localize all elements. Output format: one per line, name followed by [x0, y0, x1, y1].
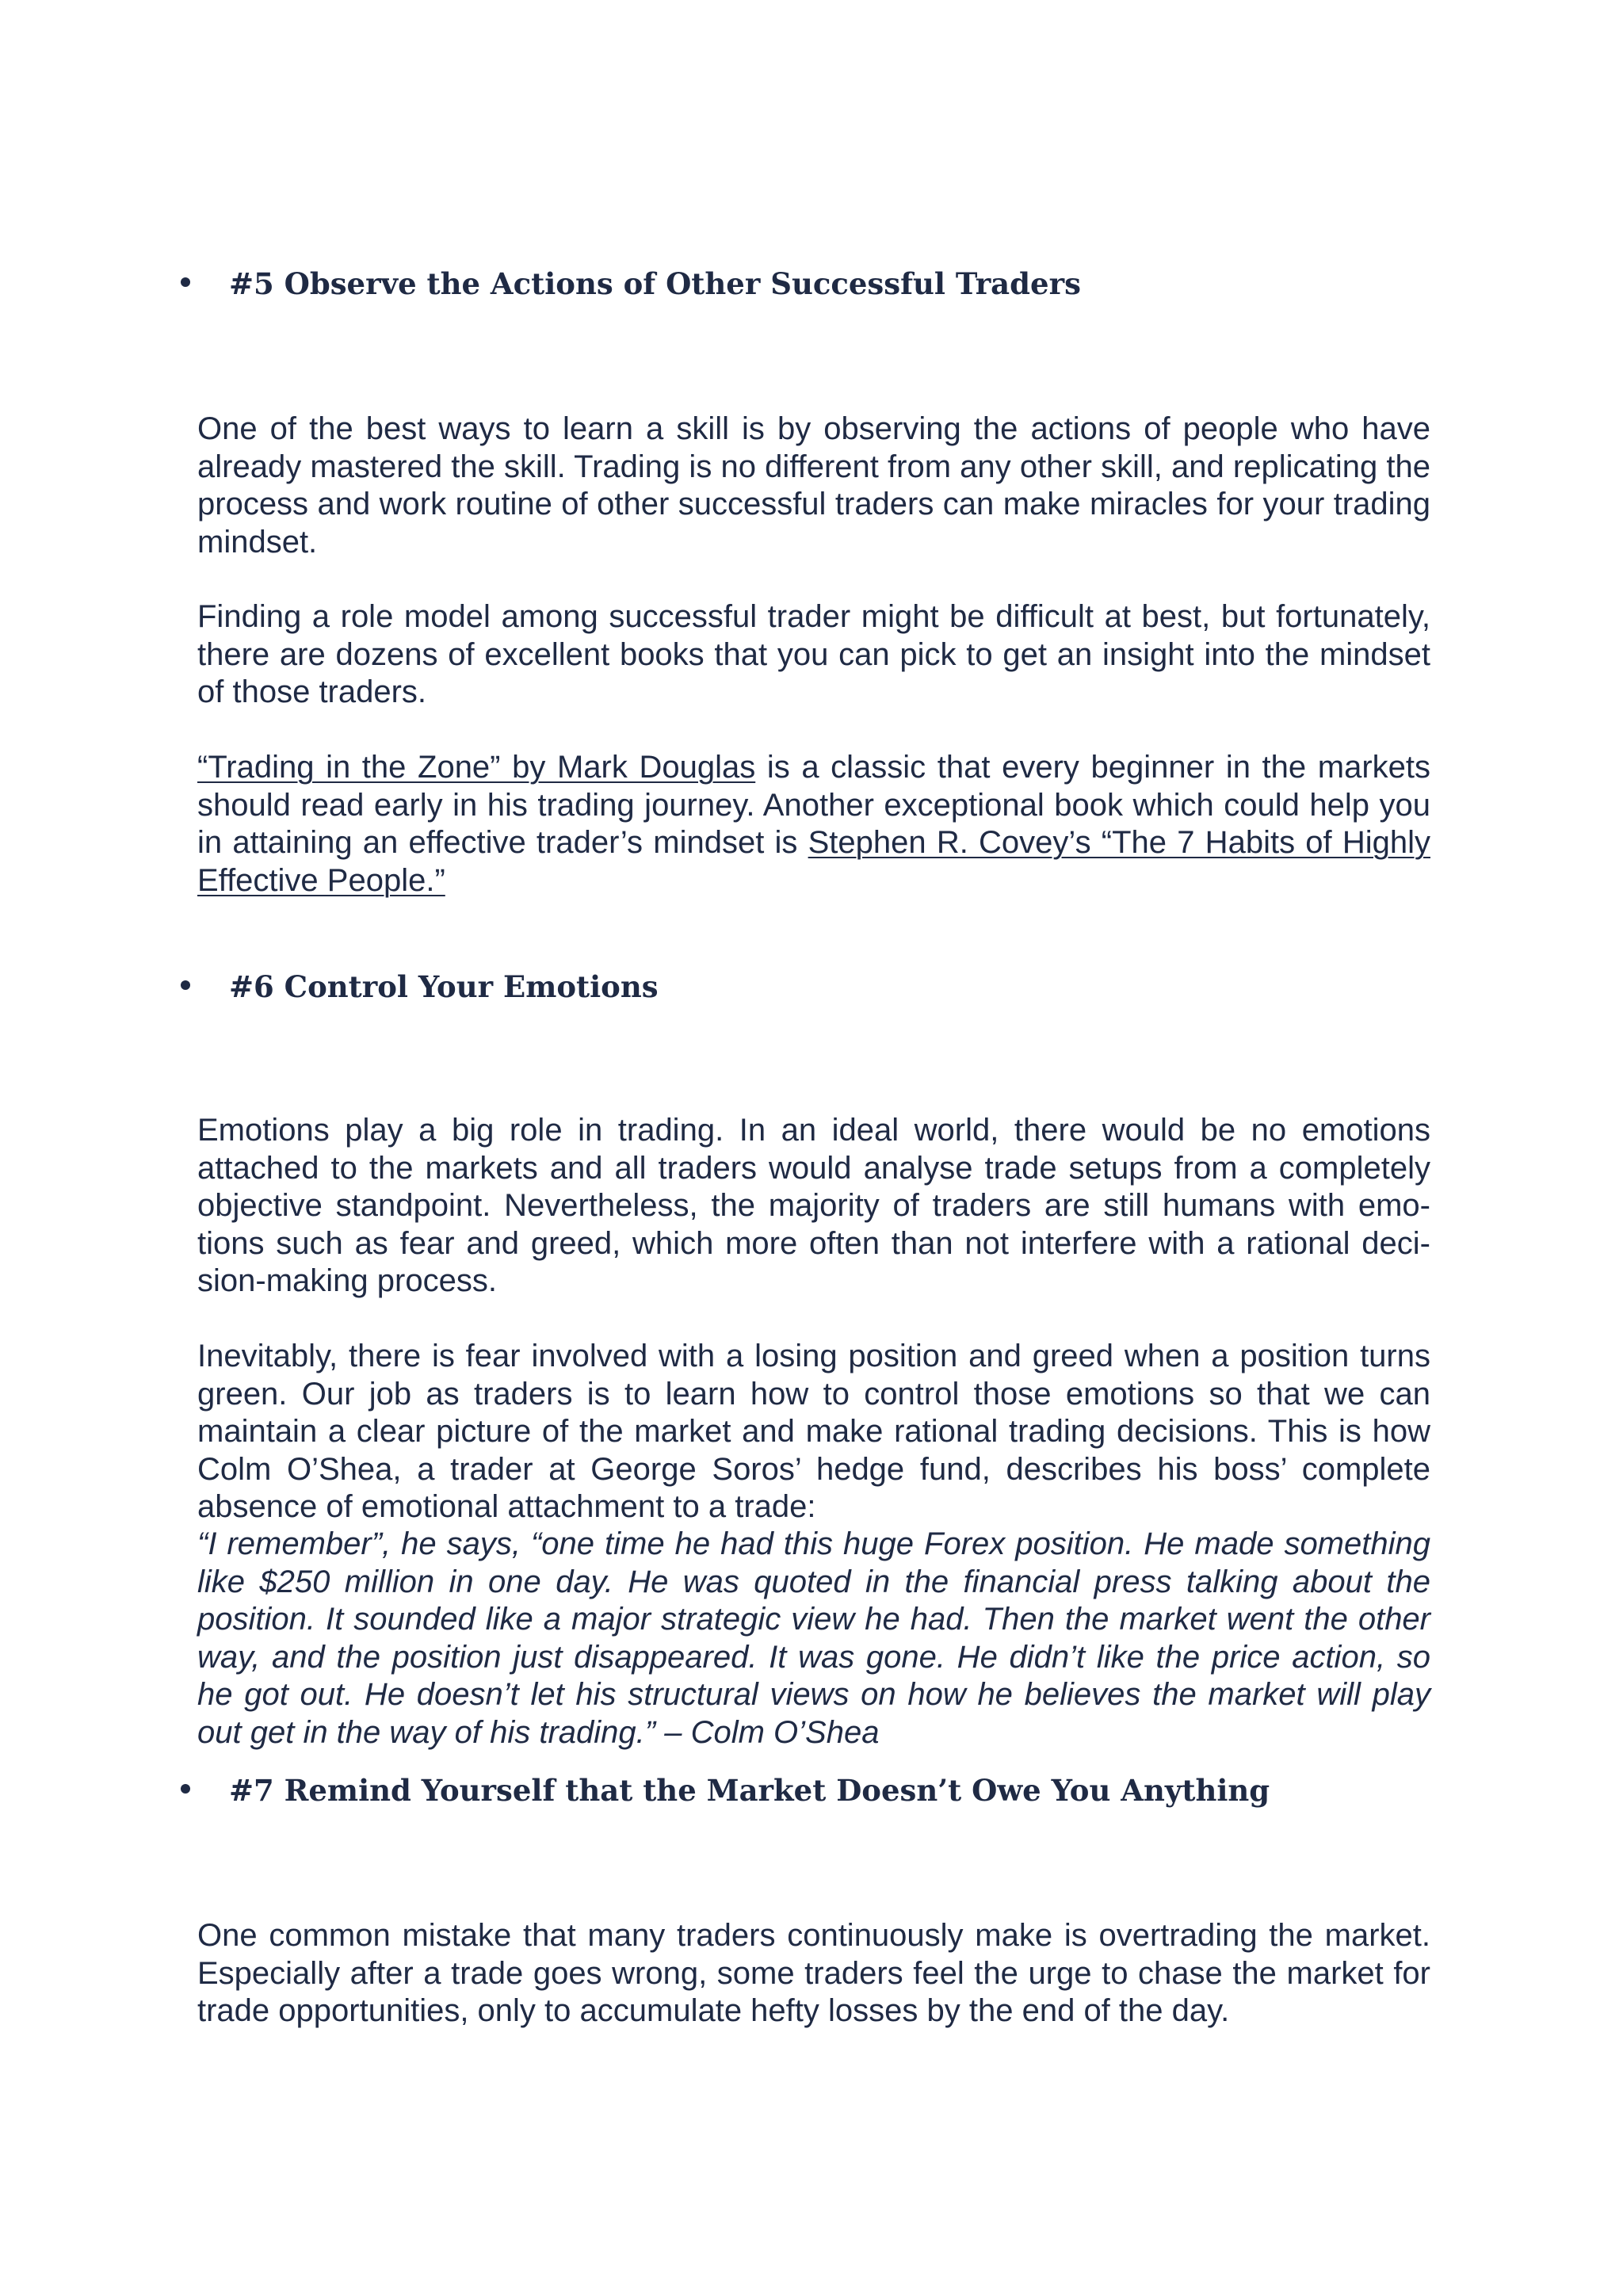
paragraph-book-recommendations: [197, 749, 1430, 900]
section-heading-6: [0, 969, 1623, 1017]
section-title: #7 Remind Yourself that the Market Doesn’t Owe You Anything: [229, 1773, 1270, 1808]
bullet-icon: [181, 1784, 190, 1794]
section-title: #6 Control Your Emotions: [229, 969, 659, 1004]
paragraph: Finding a role model among successful trader might be difficult at best, but fortunately, there are dozens of excellent books that you can pick to get an insight into the mindset of those traders.: [197, 599, 1430, 709]
paragraph-text: is a classic that every beginner in the markets should read early in his trading journey. Another exceptional book which could help you in attaining an effective trader’s mindset is: [197, 750, 1431, 860]
bullet-icon: [181, 980, 190, 990]
paragraph: Emotions play a big role in trading. In an ideal world, there would be no emotions attached to the markets and all traders would analyse trade setups from a completely objective standpoint. Nevertheless, the majority of traders are still humans with emotions such as fear and greed, which more often than not interfere with a rational decision-making process.: [197, 1113, 1430, 1298]
book-link-trading-in-the-zone[interactable]: “Trading in the Zone” by Mark Douglas: [197, 750, 756, 785]
section-heading-5: [0, 266, 1623, 314]
paragraph: Inevitably, there is fear involved with a losing position and greed when a position turns green. Our job as traders is to learn how to control those emotions so that we can maintain a clear picture of the market and make rational trading decisions. This is how Colm O’Shea, a trader at George Soros’ hedge fund, describes his boss’ complete absence of emotional attachment to a trade:: [197, 1339, 1430, 1524]
paragraph: One common mistake that many traders continuously make is overtrading the market. Especially after a trade goes wrong, some traders feel the urge to chase the market for trade opportunities, only to accumulate hefty losses by the end of the day.: [197, 1918, 1430, 2028]
bullet-icon: [181, 277, 190, 287]
paragraph: One of the best ways to learn a skill is by observing the actions of people who have already mastered the skill. Trading is no different from any other skill, and replicating the process and work routine of other successful traders can make miracles for your trading mindset.: [197, 411, 1430, 560]
section-title: #5 Observe the Actions of Other Successful Traders: [229, 266, 1081, 301]
quote: “I remember”, he says, “one time he had this huge Forex position. He made something like $250 million in one day. He was quoted in the financial press talking about the position. It sounded like a major strategic view he had. Then the market went the other way, and the position just disappeared. It was gone. He didn’t like the price action, so he got out. He doesn’t let his structural views on how he believes the market will play out get in the way of his trading.” – Colm O’Shea: [197, 1526, 1430, 1750]
section-heading-7: [0, 1773, 1623, 1820]
book-link-7-habits[interactable]: Stephen R. Covey’s “The 7 Habits of Highly Effective People.”: [197, 825, 1430, 898]
